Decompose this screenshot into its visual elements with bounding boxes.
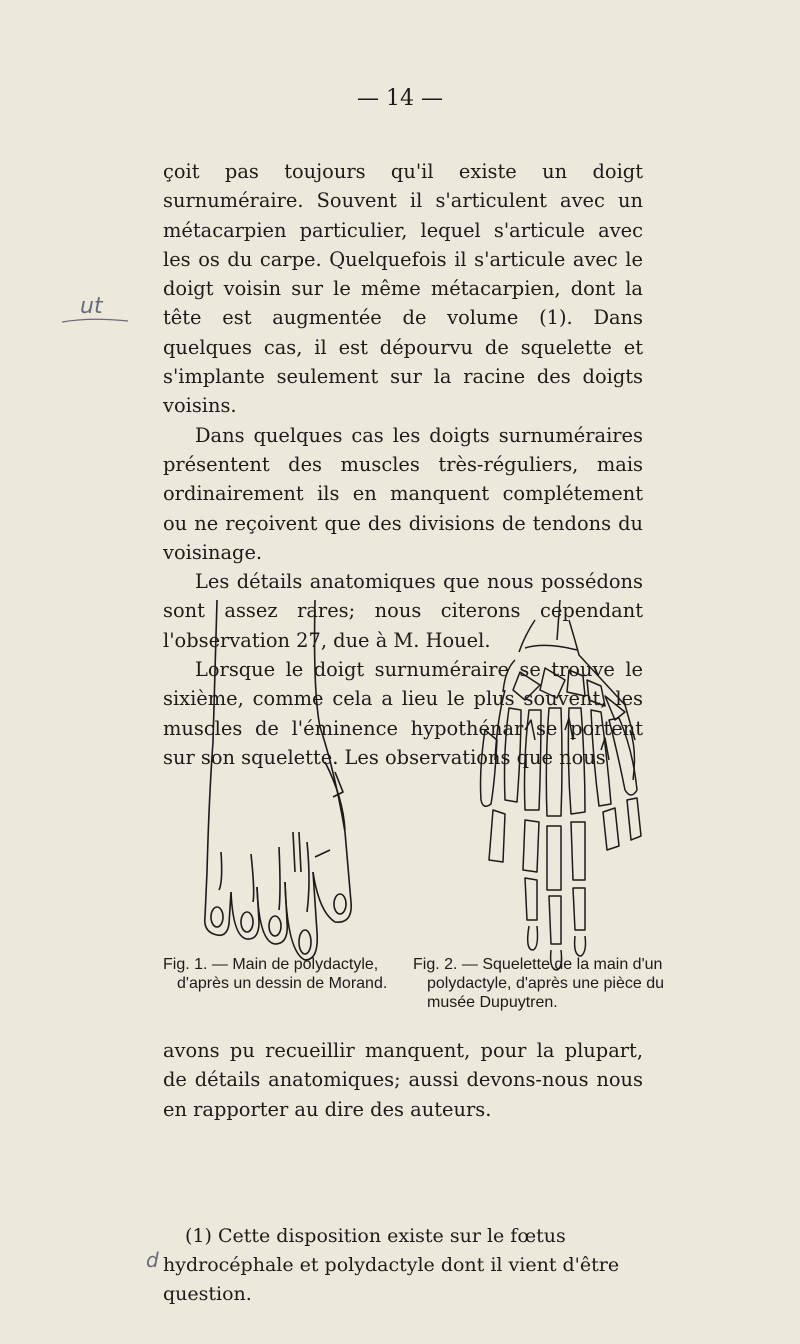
figure-1-caption-label: Fig. 1. — Main de polydactyle, [163,956,379,973]
margin-annotation-2: d [146,1248,159,1272]
footnote-text: (1) Cette disposition existe sur le fœtus hydrocéphale et polydactyle dont il vient d'être question. [163,1225,620,1305]
paragraph-5: avons pu recueillir manquent, pour la plupart, de détails anatomiques; aussi devons-nous nous en rapporter au dire des auteurs. [163,1039,643,1121]
paragraph-1: çoit pas toujours qu'il existe un doigt surnuméraire. Souvent il s'articulent avec un métacarpien particulier, lequel s'articule avec les os du carpe. Quelquefois il s'articule avec le doigt voisin sur le même métacarpien, dont la tête est augmentée de volume (1). Dans quelques cas, il est dépourvu de squelette et s'implante seulement sur la racine des doigts voisins. [163,160,643,418]
paragraph-4: Lorsque le doigt surnuméraire se trouve le sixième, comme cela a lieu le plus souvent, les muscles de l'éminence hypothénar se portent sur son squelette. Les observations que nous [163,658,643,769]
figure-1-caption-continuation: d'après un dessin de Morand. [177,975,388,992]
footnote [163,1222,643,1309]
figure-1-hand-illustration [195,592,375,962]
figure-2-caption-label: Fig. 2. — Squelette de la main d'un [413,956,663,973]
main-text-continued [163,1036,643,1124]
paragraph-2: Dans quelques cas les doigts surnuméraires présentent des muscles très-réguliers, mais ordinairement ils en manquent complétement ou ne reçoivent que des divisions de tendons du voisinage. [163,423,643,564]
paragraph-3: Les détails anatomiques que nous possédons sont assez rares; nous citerons cependant l'observation 27, due à M. Houel. [163,570,643,652]
figures [195,592,665,972]
page-number: — 14 — [357,86,443,111]
margin-annotation: ut [80,294,103,319]
figure-2-skeleton-illustration [465,600,655,972]
figure-2-caption [413,955,683,1012]
margin-underline [60,316,130,326]
figure-2-caption-continuation: polydactyle, d'après une pièce du musée Dupuytren. [427,975,664,1011]
figure-1-caption [163,955,398,993]
